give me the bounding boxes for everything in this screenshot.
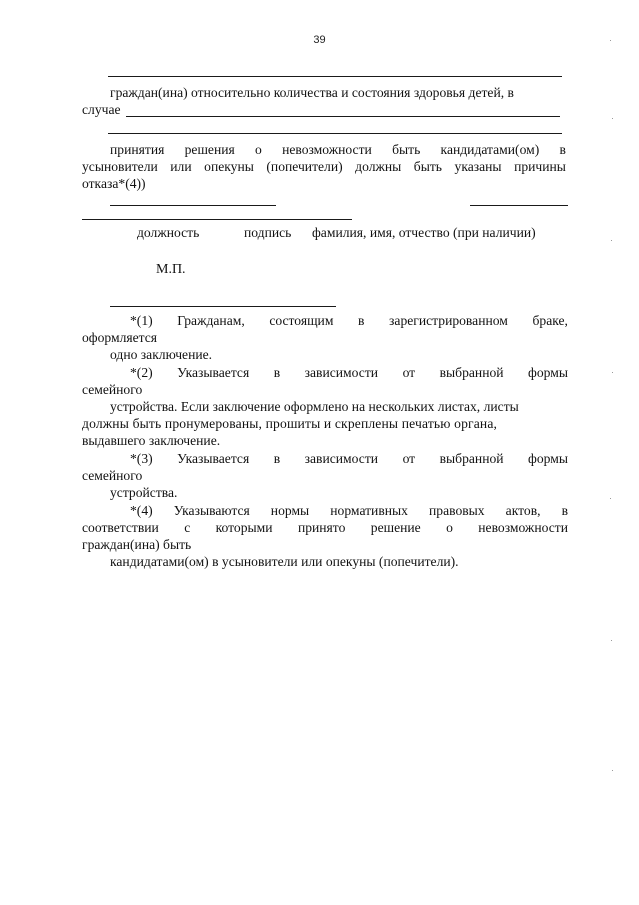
- word: *(1): [130, 313, 153, 328]
- word: невозможности: [282, 142, 372, 157]
- word: *(3): [130, 451, 153, 466]
- word: в: [561, 503, 568, 518]
- word: зарегистрированном: [389, 313, 508, 328]
- fill-line: [108, 76, 562, 77]
- word: в: [273, 365, 281, 380]
- footnote-separator: [110, 306, 336, 307]
- word: правовых: [429, 503, 485, 518]
- word: от: [402, 451, 416, 466]
- word: Указывается: [177, 451, 250, 466]
- word: опекуны: [204, 159, 254, 174]
- body-text-line: [110, 141, 566, 158]
- word: состоящим: [269, 313, 334, 328]
- body-text-line: случае: [82, 102, 121, 117]
- word: *(4): [130, 503, 153, 518]
- word: решения: [184, 142, 235, 157]
- footnote-1-line: оформляется: [82, 330, 158, 345]
- word: зависимости: [304, 365, 379, 380]
- footnote-2-line: выдавшего заключение.: [82, 433, 221, 448]
- word: выбранной: [439, 451, 504, 466]
- footnote-3-line: устройства.: [110, 485, 178, 500]
- scan-speck: [612, 118, 613, 119]
- word: решение: [370, 520, 421, 535]
- word: выбранной: [439, 365, 504, 380]
- name-label: фамилия, имя, отчество (при наличии): [312, 225, 536, 240]
- word: Гражданам,: [177, 313, 245, 328]
- footnote-2-line: семейного: [82, 382, 143, 397]
- word: усыновители: [82, 159, 158, 174]
- word: принято: [297, 520, 346, 535]
- word: кандидатами(ом): [440, 142, 540, 157]
- body-text-line: [82, 158, 566, 175]
- signature-fill-line: [110, 205, 276, 206]
- footnote-1-line: одно заключение.: [110, 347, 213, 362]
- footnote-3: [130, 450, 568, 467]
- word: принятия: [110, 142, 165, 157]
- word: невозможности: [478, 520, 568, 535]
- footnote-3-line: семейного: [82, 468, 143, 483]
- word: Указываются: [173, 503, 250, 518]
- word: соответствии: [82, 520, 159, 535]
- footnote-1: [130, 312, 568, 329]
- scan-speck: [610, 498, 611, 499]
- body-text-line: отказа*(4)): [82, 176, 146, 191]
- word: о: [446, 520, 453, 535]
- word: Указывается: [177, 365, 250, 380]
- word: *(2): [130, 365, 153, 380]
- footnote-2-line: должны быть пронумерованы, прошиты и скреплены печатью органа,: [82, 416, 498, 431]
- footnote-4-line: граждан(ина) быть: [82, 537, 192, 552]
- stamp-placeholder: М.П.: [156, 262, 186, 277]
- word: должны: [355, 159, 402, 174]
- fill-line: [126, 116, 560, 117]
- word: браке,: [532, 313, 568, 328]
- footnote-4: [130, 502, 568, 519]
- word: (попечители): [266, 159, 343, 174]
- word: указаны: [454, 159, 502, 174]
- signature-label: подпись: [244, 225, 292, 240]
- scan-speck: [612, 770, 613, 771]
- signature-fill-line: [470, 205, 568, 206]
- word: зависимости: [304, 451, 379, 466]
- word: формы: [528, 451, 568, 466]
- fill-line: [108, 133, 562, 134]
- word: быть: [392, 142, 421, 157]
- word: о: [255, 142, 262, 157]
- footnote-2-line: устройства. Если заключение оформлено на нескольких листах, листы: [110, 399, 519, 414]
- position-fill-line: [82, 219, 352, 220]
- word: от: [402, 365, 416, 380]
- word: быть: [413, 159, 442, 174]
- word: формы: [528, 365, 568, 380]
- word: нормы: [270, 503, 310, 518]
- position-label: должность: [137, 225, 200, 240]
- word: или: [170, 159, 192, 174]
- scan-speck: [611, 240, 612, 241]
- footnote-4-line: [82, 519, 568, 536]
- word: в: [273, 451, 281, 466]
- word: актов,: [505, 503, 541, 518]
- footnote-4-line: кандидатами(ом) в усыновители или опекуны (попечители).: [110, 554, 459, 569]
- word: с: [184, 520, 191, 535]
- scan-speck: [610, 40, 611, 41]
- footnote-2: [130, 364, 568, 381]
- scan-speck: [611, 640, 612, 641]
- word: нормативных: [330, 503, 408, 518]
- word: причины: [514, 159, 566, 174]
- scan-speck: [612, 372, 613, 373]
- body-text-line: граждан(ина) относительно количества и состояния здоровья детей, в: [110, 85, 514, 100]
- word: в: [559, 142, 566, 157]
- word: в: [358, 313, 365, 328]
- word: которыми: [215, 520, 273, 535]
- page-number: 39: [313, 34, 326, 46]
